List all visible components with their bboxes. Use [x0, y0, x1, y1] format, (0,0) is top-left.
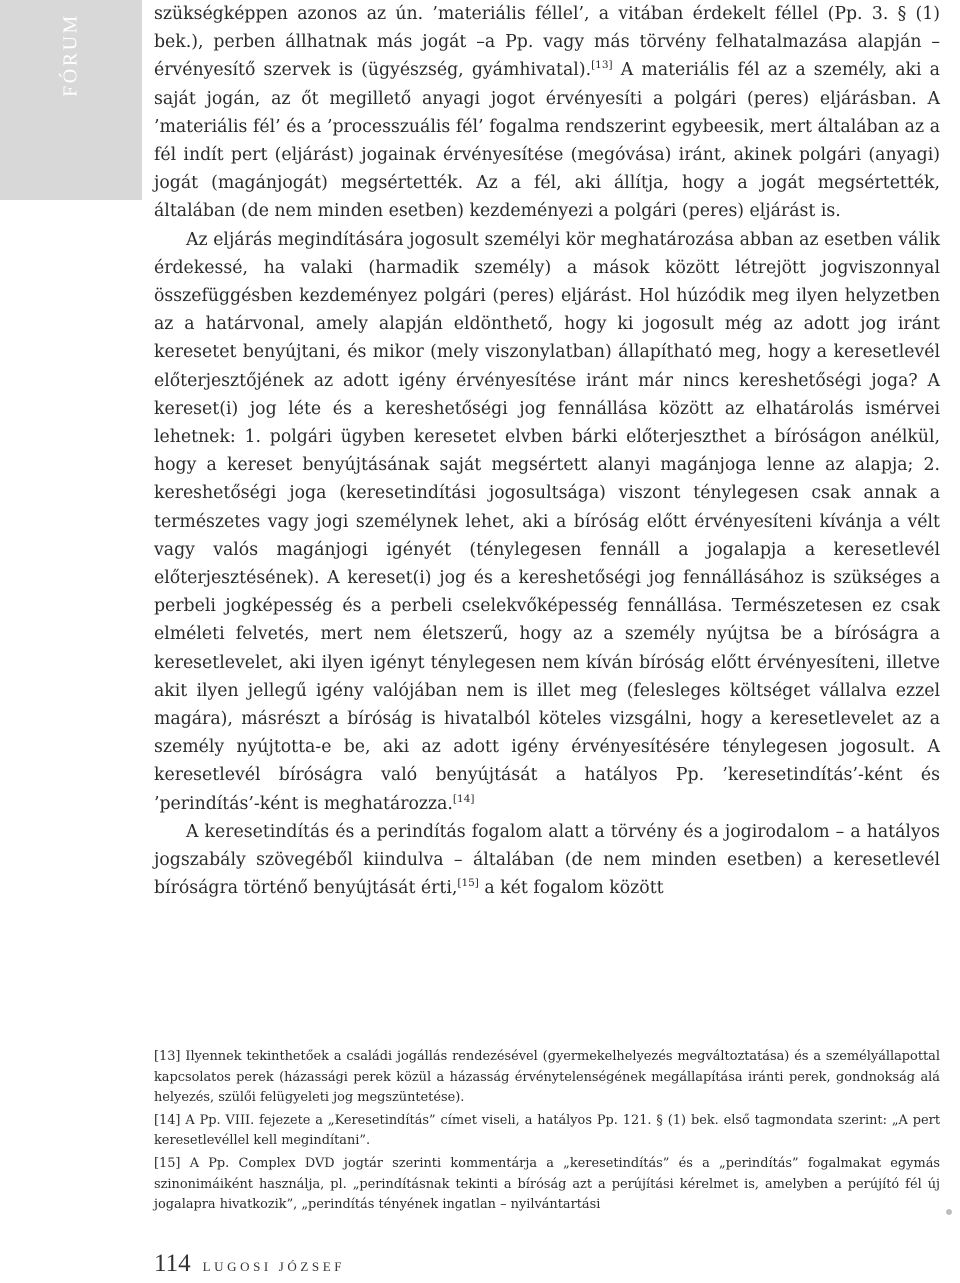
paragraph-3-text-b: a két fogalom között: [478, 878, 664, 899]
footer-author: LUGOSI JÓZSEF: [202, 1259, 346, 1274]
footnote-ref-14[interactable]: [14]: [452, 792, 475, 805]
section-tab: [0, 0, 142, 200]
footnote-15: [15] A Pp. Complex DVD jogtár szerinti kommentárja a „keresetindítás” és a „perindítás” fogalmakat egymás szinonimáiként használja, pl. „perindításnak tekinti a bíróság azt a perújítási kérelmet is, amelyben a perújító fél új jogalapra hivatkozik”, „perindítás tényének ingatlan – nyilvántartási: [154, 1155, 940, 1213]
paragraph-2-text: Az eljárás megindítására jogosult személyi kör meghatározása abban az esetben válik érdekessé, ha valaki (harmadik személy) a mások között létrejött jogviszonnyal összefüggésben kezdeményez polgári (peres) eljárást. Hol húzódik meg ilyen helyzetben az a határvonal, amely alapján eldönthető, hogy ki jogosult még az adott jog iránt keresetet benyújtani, és mikor (mely viszonylatban) állapítható meg, hogy a keresetlevél előterjesztőjének az adott igény érvényesítése iránt már nincs kereshetőségi joga? A kereset(i) jog léte és a kereshetőségi jog fennállása között az elhatárolás ismérvei lehetnek: 1. polgári ügyben keresetet elvben bárki előterjeszthet a bíróságon anélkül, hogy a kereset benyújtásának saját megsértett alanyi magánjoga lenne az alapja; 2. kereshetőségi joga (keresetindítási jogosultsága) viszont ténylegesen csak annak a természetes vagy jogi személynek lehet, aki a bíróság előtt érvényesíteni kívánja a vélt vagy valós magánjogi igényét (ténylegesen fennáll a jogalapja a keresetlevél előterjesztésének). A kereset(i) jog és a kereshetőségi jog fennállásához is szükséges a perbeli jogképesség és a perbeli cselekvőképesség fennállása. Természetesen ez csak elméleti felvetés, mert nem életszerű, hogy az a személy nyújtsa be a bíróságra a keresetlevelet, aki ilyen igényt ténylegesen nem kíván bíróság előtt érvényesíteni, illetve akit ilyen jellegű igény valójában nem is illet meg (felesleges költséget vállalva ezzel magára), másrészt a bíróság is hivatalból köteles vizsgálni, hogy a keresetlevelet az a személy nyújtotta-e be, aki az adott igény érvényesítésére ténylegesen jogosult. A keresetlevél bíróságra való benyújtását a hatályos Pp. ’keresetindítás’-ként és ’perindítás’-ként is meghatározza.: [154, 229, 940, 814]
footnote-ref-15[interactable]: [15]: [457, 877, 479, 890]
paragraph-3: [154, 818, 940, 903]
page-footer: [154, 1250, 345, 1278]
paragraph-1: [154, 0, 940, 226]
continuation-dot-icon: [946, 1209, 952, 1215]
paragraph-1-text-b: A materiális fél az a személy, aki a saját jogán, az őt megillető anyagi jogot érvényesíti a polgári (peres) eljárásban. A ’materiális fél’ és a ’processzuális fél’ fogalma rendszerint egybeesik, mert általában az a fél indít pert (eljárást) jogainak érvényesítése (megóvása) iránt, akinek polgári (anyagi) jogát (magánjogát) megsértették. Az a fél, aki állítja, hogy a jogát megsértették, általában (de nem minden esetben) kezdeményezi a polgári (peres) eljárást is.: [154, 60, 940, 222]
footnote-ref-13[interactable]: [13]: [591, 59, 613, 72]
page-number: 114: [154, 1250, 191, 1277]
footnotes: [154, 1047, 940, 1218]
section-label: FÓRUM: [59, 13, 82, 97]
paragraph-2: [154, 226, 940, 818]
paragraph-3-text-a: A keresetindítás és a perindítás fogalom alatt a törvény és a jogirodalom – a hatályos jogszabály szövegéből kiindulva – általában (de nem minden esetben) a keresetlevél bíróságra történő benyújtását érti,: [154, 821, 940, 899]
article-body: [154, 0, 940, 903]
footnote-13: [13] Ilyennek tekinthetőek a családi jogállás rendezésével (gyermekelhelyezés megváltoztatása) és a személyállapottal kapcsolatos perek (házassági perek közül a házasság érvénytelenségének megállapítása iránti perek, gondnokság alá helyezés, szülői felügyeleti jog megszüntetése).: [154, 1049, 940, 1106]
footnote-14: [14] A Pp. VIII. fejezete a „Keresetindítás” címet viseli, a hatályos Pp. 121. § (1) bek. első tagmondata szerint: „A pert keresetlevéllel kell megindítani”.: [154, 1112, 940, 1149]
paragraph-1-text-a: szükségképpen azonos az ún. ’materiális féllel’, a vitában érdekelt féllel (Pp. 3. § (1) bek.), perben állhatnak más jogát –a Pp. vagy más törvény felhatalmazása alapján – érvényesítő szervek is (ügyészség, gyámhivatal).: [154, 4, 940, 81]
